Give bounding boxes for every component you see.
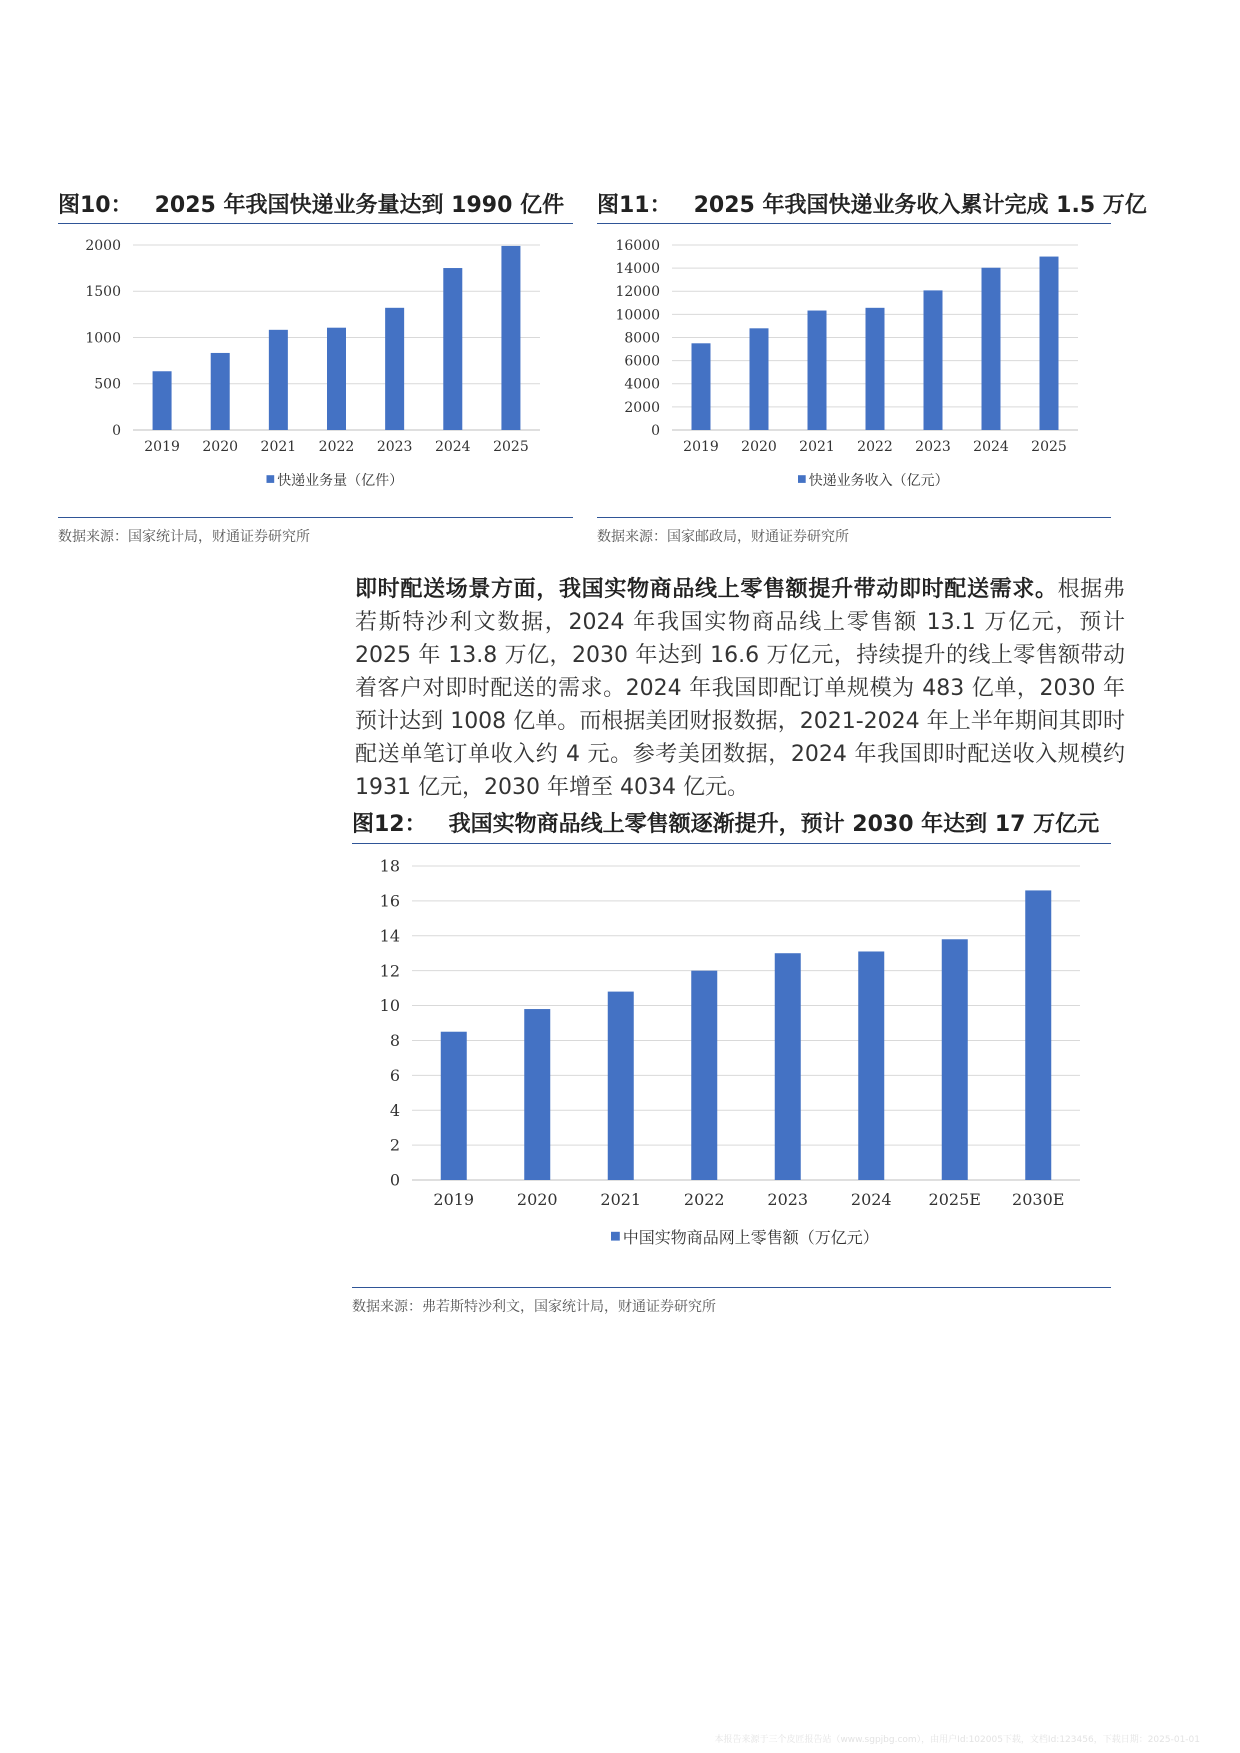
figure-11-number: 图11： — [597, 193, 672, 218]
y-tick-label: 2000 — [624, 399, 660, 416]
bar-2024 — [982, 268, 1001, 430]
bar-2019 — [441, 1032, 467, 1180]
x-tick-label: 2021 — [799, 439, 835, 455]
figure-10-number: 图10： — [58, 193, 133, 218]
bar-2024 — [443, 268, 462, 430]
y-tick-label: 10000 — [615, 307, 660, 324]
y-tick-label: 16000 — [615, 237, 660, 254]
x-tick-label: 2024 — [850, 1190, 892, 1209]
y-tick-label: 0 — [651, 422, 660, 439]
x-tick-label: 2021 — [260, 439, 297, 455]
chart-svg — [597, 230, 1111, 515]
bar-2022 — [327, 328, 346, 430]
y-tick-label: 500 — [94, 376, 121, 393]
figure-10-title — [58, 193, 564, 219]
bar-2023 — [385, 308, 404, 430]
bar-2025E — [942, 939, 968, 1180]
y-tick-label: 4 — [389, 1100, 400, 1120]
bar-2023 — [775, 953, 801, 1180]
figure-10-source: 数据来源：国家统计局，财通证券研究所 — [58, 529, 310, 545]
y-tick-label: 8000 — [624, 330, 660, 347]
chart-svg — [352, 850, 1111, 1280]
y-tick-label: 0 — [112, 422, 121, 439]
figure-11-caption: 2025 年我国快递业务收入累计完成 1.5 万亿 — [693, 193, 1147, 218]
x-tick-label: 2023 — [376, 439, 413, 455]
legend-label: 快递业务量（亿件） — [277, 473, 404, 489]
y-tick-label: 8 — [389, 1031, 400, 1051]
figure-10-bottom-rule — [58, 517, 573, 518]
figure-12-source: 数据来源：弗若斯特沙利文，国家统计局，财通证券研究所 — [352, 1299, 716, 1315]
legend-label: 快递业务收入（亿元） — [808, 473, 949, 489]
x-tick-label: 2020 — [516, 1190, 558, 1209]
x-tick-label: 2020 — [741, 439, 777, 455]
y-tick-label: 2000 — [85, 237, 121, 254]
bar-2024 — [858, 951, 884, 1180]
figure-12-title — [352, 812, 1099, 838]
x-tick-label: 2022 — [683, 1190, 725, 1209]
x-tick-label: 2021 — [600, 1190, 642, 1209]
x-tick-label: 2023 — [915, 439, 951, 455]
y-tick-label: 6000 — [624, 353, 660, 370]
x-tick-label: 2020 — [202, 439, 239, 455]
bar-2019 — [692, 343, 711, 430]
y-tick-label: 10 — [379, 996, 400, 1016]
figure-12-top-rule — [352, 843, 1111, 844]
x-tick-label: 2024 — [973, 439, 1009, 455]
x-tick-label: 2023 — [767, 1190, 809, 1209]
y-tick-label: 4000 — [624, 376, 660, 393]
bar-2020 — [211, 353, 230, 430]
bar-2025 — [1040, 257, 1059, 430]
footer-watermark: 本报告来源于三个皮匠报告站（www.sgpjbg.com），由用户Id:102005下载，文档Id:123456，下载日期：2025-01-01 — [714, 1735, 1200, 1745]
bar-2022 — [691, 971, 717, 1180]
bar-2020 — [750, 328, 769, 430]
figure-11-top-rule — [597, 223, 1111, 224]
y-tick-label: 14 — [379, 926, 400, 946]
body-paragraph — [355, 573, 1125, 804]
y-tick-label: 1000 — [85, 330, 121, 347]
bar-2021 — [808, 311, 827, 430]
chart-express-revenue — [597, 230, 1111, 515]
chart-svg — [58, 230, 573, 515]
figure-10-caption: 2025 年我国快递业务量达到 1990 亿件 — [154, 193, 565, 218]
x-tick-label: 2022 — [857, 439, 893, 455]
y-tick-label: 12 — [379, 961, 400, 981]
figure-11-source: 数据来源：国家邮政局，财通证券研究所 — [597, 529, 849, 545]
figure-11-bottom-rule — [597, 517, 1111, 518]
bar-2025 — [501, 246, 520, 430]
bar-2021 — [269, 330, 288, 430]
legend-swatch — [267, 475, 275, 483]
y-tick-label: 16 — [379, 891, 400, 911]
bar-2021 — [608, 992, 634, 1180]
figure-12-bottom-rule — [352, 1287, 1111, 1288]
legend-label: 中国实物商品网上零售额（万亿元） — [622, 1228, 879, 1247]
bar-2020 — [524, 1009, 550, 1180]
bar-2019 — [153, 371, 172, 430]
figure-12-number: 图12： — [352, 812, 427, 837]
y-tick-label: 6 — [389, 1065, 400, 1085]
x-tick-label: 2030E — [1012, 1190, 1065, 1209]
x-tick-label: 2025 — [1031, 439, 1067, 455]
figure-12-caption: 我国实物商品线上零售额逐渐提升，预计 2030 年达到 17 万亿元 — [448, 812, 1100, 837]
figure-10-top-rule — [58, 223, 573, 224]
x-tick-label: 2024 — [434, 439, 471, 455]
y-tick-label: 18 — [379, 856, 400, 876]
y-tick-label: 14000 — [615, 261, 660, 278]
x-tick-label: 2019 — [683, 439, 719, 455]
x-tick-label: 2019 — [144, 439, 180, 455]
paragraph-body: 根据弗若斯特沙利文数据，2024 年我国实物商品线上零售额 13.1 万亿元，预计 2025 年 13.8 万亿，2030 年达到 16.6 万亿元，持续提升的线上零售额带动着客户对即时配送的需求。2024 年我国即配订单规模为 483 亿单，2030 年预计达到 1008 亿单。而根据美团财报数据，2021-2024 年上半年期间其即时配送单笔订单收入约 4 元。参考美团数据，2024 年我国即时配送收入规模约 1931 亿元，2030 年增至 4034 亿元。 — [355, 577, 1125, 800]
x-tick-label: 2025 — [493, 439, 529, 455]
x-tick-label: 2022 — [318, 439, 355, 455]
chart-online-retail — [352, 850, 1111, 1280]
x-tick-label: 2025E — [928, 1190, 981, 1209]
legend-swatch — [611, 1232, 620, 1241]
bar-2030E — [1025, 890, 1051, 1180]
y-tick-label: 2 — [389, 1135, 400, 1155]
x-tick-label: 2019 — [433, 1190, 475, 1209]
bar-2022 — [866, 308, 885, 430]
paragraph-lead: 即时配送场景方面，我国实物商品线上零售额提升带动即时配送需求。 — [355, 577, 1058, 602]
y-tick-label: 1500 — [85, 284, 121, 301]
y-tick-label: 0 — [389, 1170, 400, 1190]
figure-11-title — [597, 193, 1147, 219]
chart-express-volume — [58, 230, 573, 515]
y-tick-label: 12000 — [615, 284, 660, 301]
legend-swatch — [798, 475, 806, 483]
bar-2023 — [924, 290, 943, 430]
